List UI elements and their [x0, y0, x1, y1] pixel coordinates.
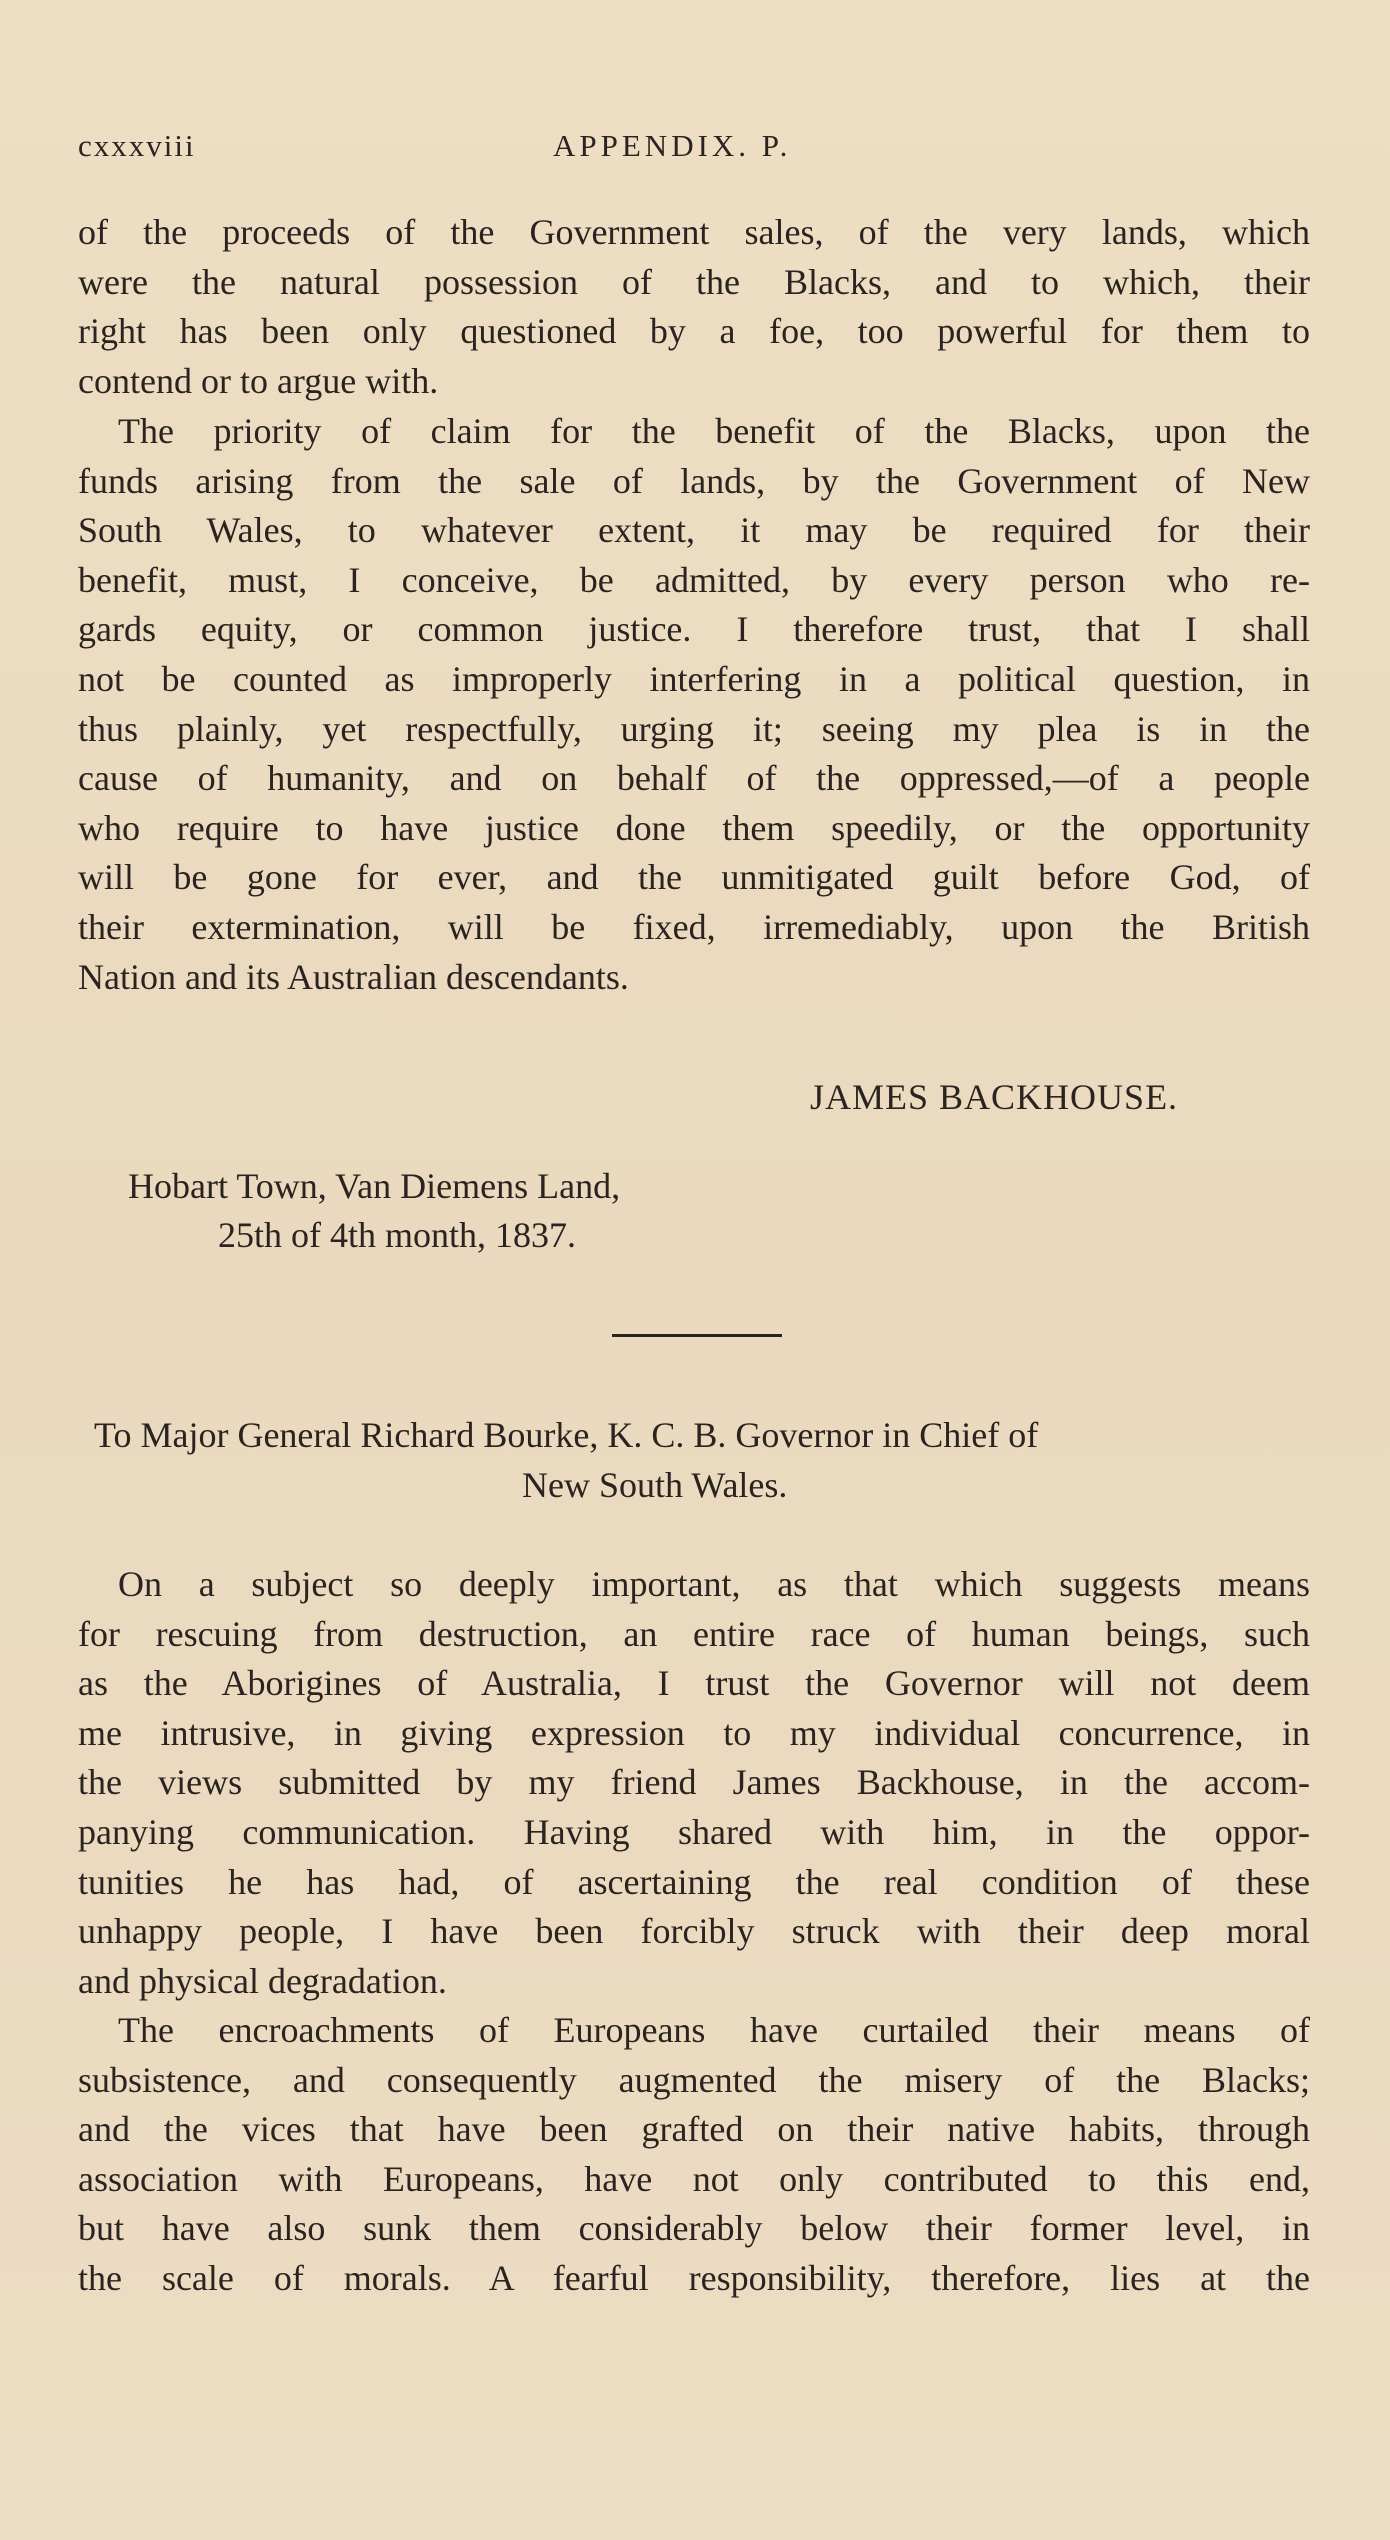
text-line: the scale of morals. A fearful responsibility, therefore, lies at the — [78, 2257, 1310, 2298]
signature: JAMES BACKHOUSE. — [810, 1077, 1179, 1117]
page-header — [78, 128, 1318, 168]
text-line: right has been only questioned by a foe, too powerful for them to — [78, 311, 1310, 352]
date-line: 25th of 4th month, 1837. — [218, 1215, 576, 1255]
text-line: association with Europeans, have not only contributed to this end, — [78, 2158, 1310, 2199]
text-line: me intrusive, in giving expression to my individual concurrence, in — [78, 1712, 1310, 1753]
text-line: panying communication. Having shared with him, in the oppor- — [78, 1811, 1310, 1852]
text-line: thus plainly, yet respectfully, urging it; seeing my plea is in the — [78, 708, 1310, 749]
letter-address — [94, 1410, 1314, 1510]
text-line: On a subject so deeply important, as that which suggests means — [118, 1564, 1310, 1604]
text-line: will be gone for ever, and the unmitigated guilt before God, of — [78, 857, 1310, 898]
place-line: Hobart Town, Van Diemens Land, — [128, 1166, 621, 1206]
text-line: Nation and its Australian descendants. — [78, 956, 629, 997]
text-line: funds arising from the sale of lands, by the Government of New — [78, 460, 1310, 501]
place-and-date — [128, 1162, 620, 1260]
text-line: The encroachments of Europeans have curtailed their means of — [118, 2010, 1310, 2050]
address-line: To Major General Richard Bourke, K. C. B. Governor in Chief of — [94, 1415, 1039, 1455]
text-line: who require to have justice done them speedily, or the opportunity — [78, 807, 1310, 848]
text-line: were the natural possession of the Blacks, and to which, their — [78, 261, 1310, 302]
text-line: of the proceeds of the Government sales, of the very lands, which — [78, 212, 1310, 252]
text-line: as the Aborigines of Australia, I trust the Governor will not deem — [78, 1663, 1310, 1704]
section-divider — [612, 1334, 782, 1337]
text-line: but have also sunk them considerably below their former level, in — [78, 2208, 1310, 2249]
text-line: benefit, must, I conceive, be admitted, by every person who re- — [78, 559, 1310, 600]
text-line: for rescuing from destruction, an entire race of human beings, such — [78, 1613, 1310, 1654]
paragraph-3 — [78, 1560, 1310, 2006]
text-line: the views submitted by my friend James Backhouse, in the accom- — [78, 1762, 1310, 1803]
page-number: cxxxviii — [78, 128, 196, 163]
text-line: their extermination, will be fixed, irremediably, upon the British — [78, 906, 1310, 947]
paragraph-2 — [78, 407, 1310, 1002]
text-line: gards equity, or common justice. I therefore trust, that I shall — [78, 609, 1310, 650]
text-line: not be counted as improperly interfering in a political question, in — [78, 658, 1310, 699]
paragraph-4 — [78, 2006, 1310, 2304]
paragraph-1 — [78, 208, 1310, 406]
text-line: South Wales, to whatever extent, it may be required for their — [78, 510, 1310, 551]
text-line: The priority of claim for the benefit of the Blacks, upon the — [118, 411, 1310, 451]
text-line: and the vices that have been grafted on their native habits, through — [78, 2109, 1310, 2150]
text-line: subsistence, and consequently augmented the misery of the Blacks; — [78, 2059, 1310, 2100]
address-line: New South Wales. — [522, 1465, 788, 1505]
text-line: cause of humanity, and on behalf of the oppressed,—of a people — [78, 758, 1310, 799]
text-line: tunities he has had, of ascertaining the real condition of these — [78, 1861, 1310, 1902]
text-line: unhappy people, I have been forcibly struck with their deep moral — [78, 1911, 1310, 1952]
text-line: contend or to argue with. — [78, 360, 439, 401]
running-head: APPENDIX. P. — [553, 128, 792, 163]
text-line: and physical degradation. — [78, 1960, 447, 2001]
